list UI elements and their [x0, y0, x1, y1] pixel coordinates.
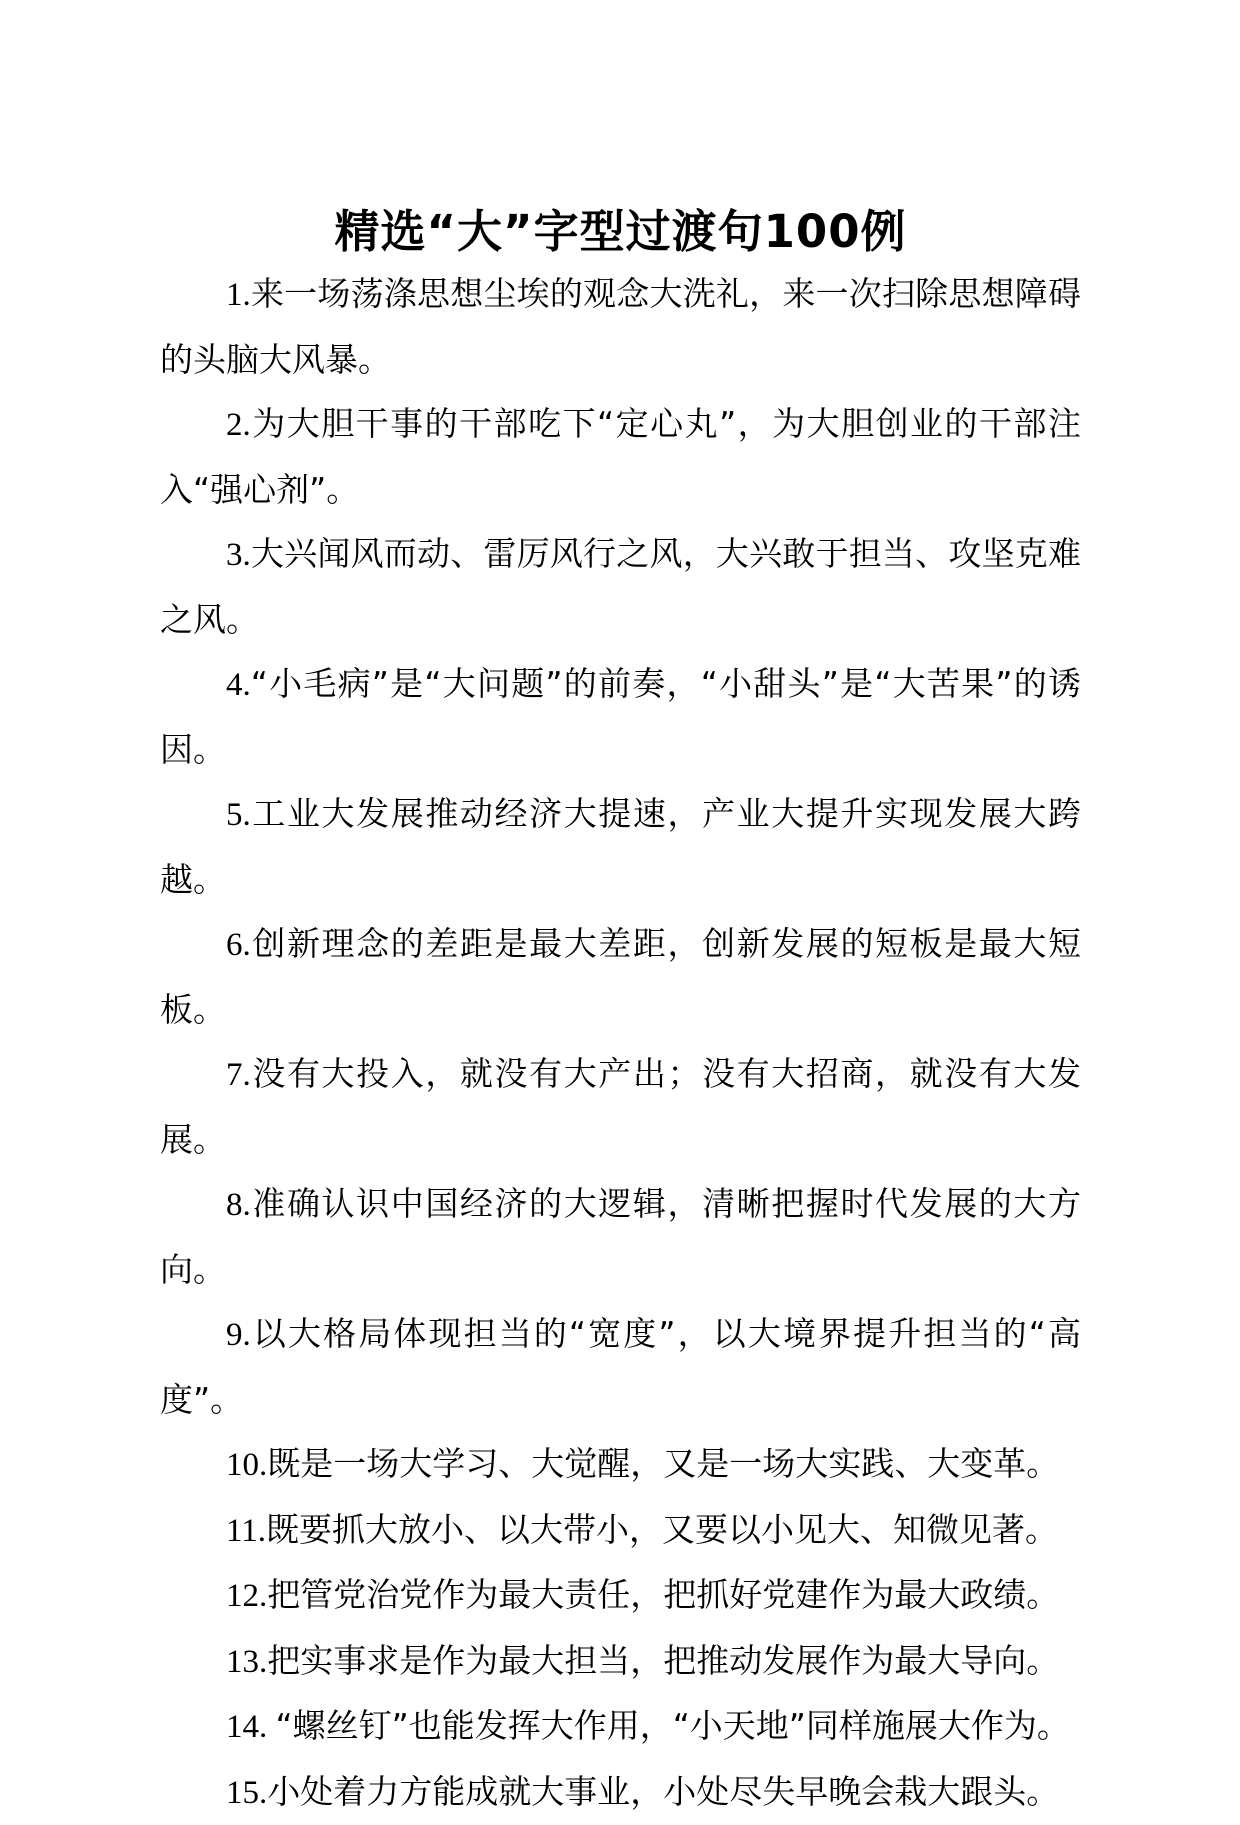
item-text: 把管党治党作为最大责任，把抓好党建作为最大政绩。: [267, 1575, 1059, 1614]
item-number: 11.: [226, 1513, 266, 1549]
list-item: [160, 1302, 1081, 1432]
item-text: 既是一场大学习、大觉醒，又是一场大实践、大变革。: [267, 1444, 1059, 1483]
item-number: 6.: [226, 927, 251, 963]
item-text: 把实事求是作为最大担当，把推动发展作为最大导向。: [267, 1641, 1059, 1680]
item-number: 14.: [226, 1709, 276, 1745]
item-number: 10.: [226, 1447, 267, 1483]
item-number: 8.: [226, 1187, 251, 1223]
item-number: 7.: [226, 1057, 251, 1093]
item-text: 既要抓大放小、以大带小，又要以小见大、知微见著。: [266, 1510, 1058, 1549]
list-item: [160, 1432, 1081, 1498]
document-body: [160, 262, 1081, 1825]
item-text: 为大胆干事的干部吃下“定心丸”，为大胆创业的干部注入“强心剂”。: [160, 404, 1081, 509]
item-number: 12.: [226, 1578, 267, 1614]
list-item: [160, 652, 1081, 782]
item-number: 15.: [226, 1775, 267, 1811]
list-item: [160, 522, 1081, 652]
list-item: [160, 1498, 1081, 1564]
item-text: 没有大投入，就没有大产出；没有大招商，就没有大发展。: [160, 1054, 1081, 1159]
item-text: 准确认识中国经济的大逻辑，清晰把握时代发展的大方向。: [160, 1184, 1081, 1289]
item-number: 5.: [226, 797, 251, 833]
item-number: 1.: [226, 277, 251, 313]
item-text: 以大格局体现担当的“宽度”，以大境界提升担当的“高度”。: [160, 1314, 1081, 1419]
document-title: 精选“大”字型过渡句100例: [160, 196, 1081, 268]
item-text: 小处着力方能成就大事业，小处尽失早晚会栽大跟头。: [267, 1772, 1059, 1811]
list-item: [160, 392, 1081, 522]
list-item: [160, 1694, 1081, 1760]
list-item: [160, 1563, 1081, 1629]
list-item: [160, 912, 1081, 1042]
item-number: 13.: [226, 1644, 267, 1680]
item-text: 大兴闻风而动、雷厉风行之风，大兴敢于担当、攻坚克难之风。: [160, 534, 1081, 639]
item-text: “小毛病”是“大问题”的前奏，“小甜头”是“大苦果”的诱因。: [160, 664, 1081, 769]
item-text: 工业大发展推动经济大提速，产业大提升实现发展大跨越。: [160, 794, 1081, 899]
item-text: “螺丝钉”也能发挥大作用，“小天地”同样施展大作为。: [276, 1706, 1070, 1745]
list-item: [160, 1629, 1081, 1695]
list-item: [160, 782, 1081, 912]
item-number: 4.: [226, 667, 251, 703]
list-item: [160, 1042, 1081, 1172]
item-number: 2.: [226, 407, 251, 443]
item-number: 9.: [226, 1317, 251, 1353]
item-text: 来一场荡涤思想尘埃的观念大洗礼，来一次扫除思想障碍的头脑大风暴。: [160, 274, 1081, 379]
list-item: [160, 1172, 1081, 1302]
list-item: [160, 262, 1081, 392]
list-item: [160, 1760, 1081, 1825]
item-number: 3.: [226, 537, 251, 573]
item-text: 创新理念的差距是最大差距，创新发展的短板是最大短板。: [160, 924, 1081, 1029]
